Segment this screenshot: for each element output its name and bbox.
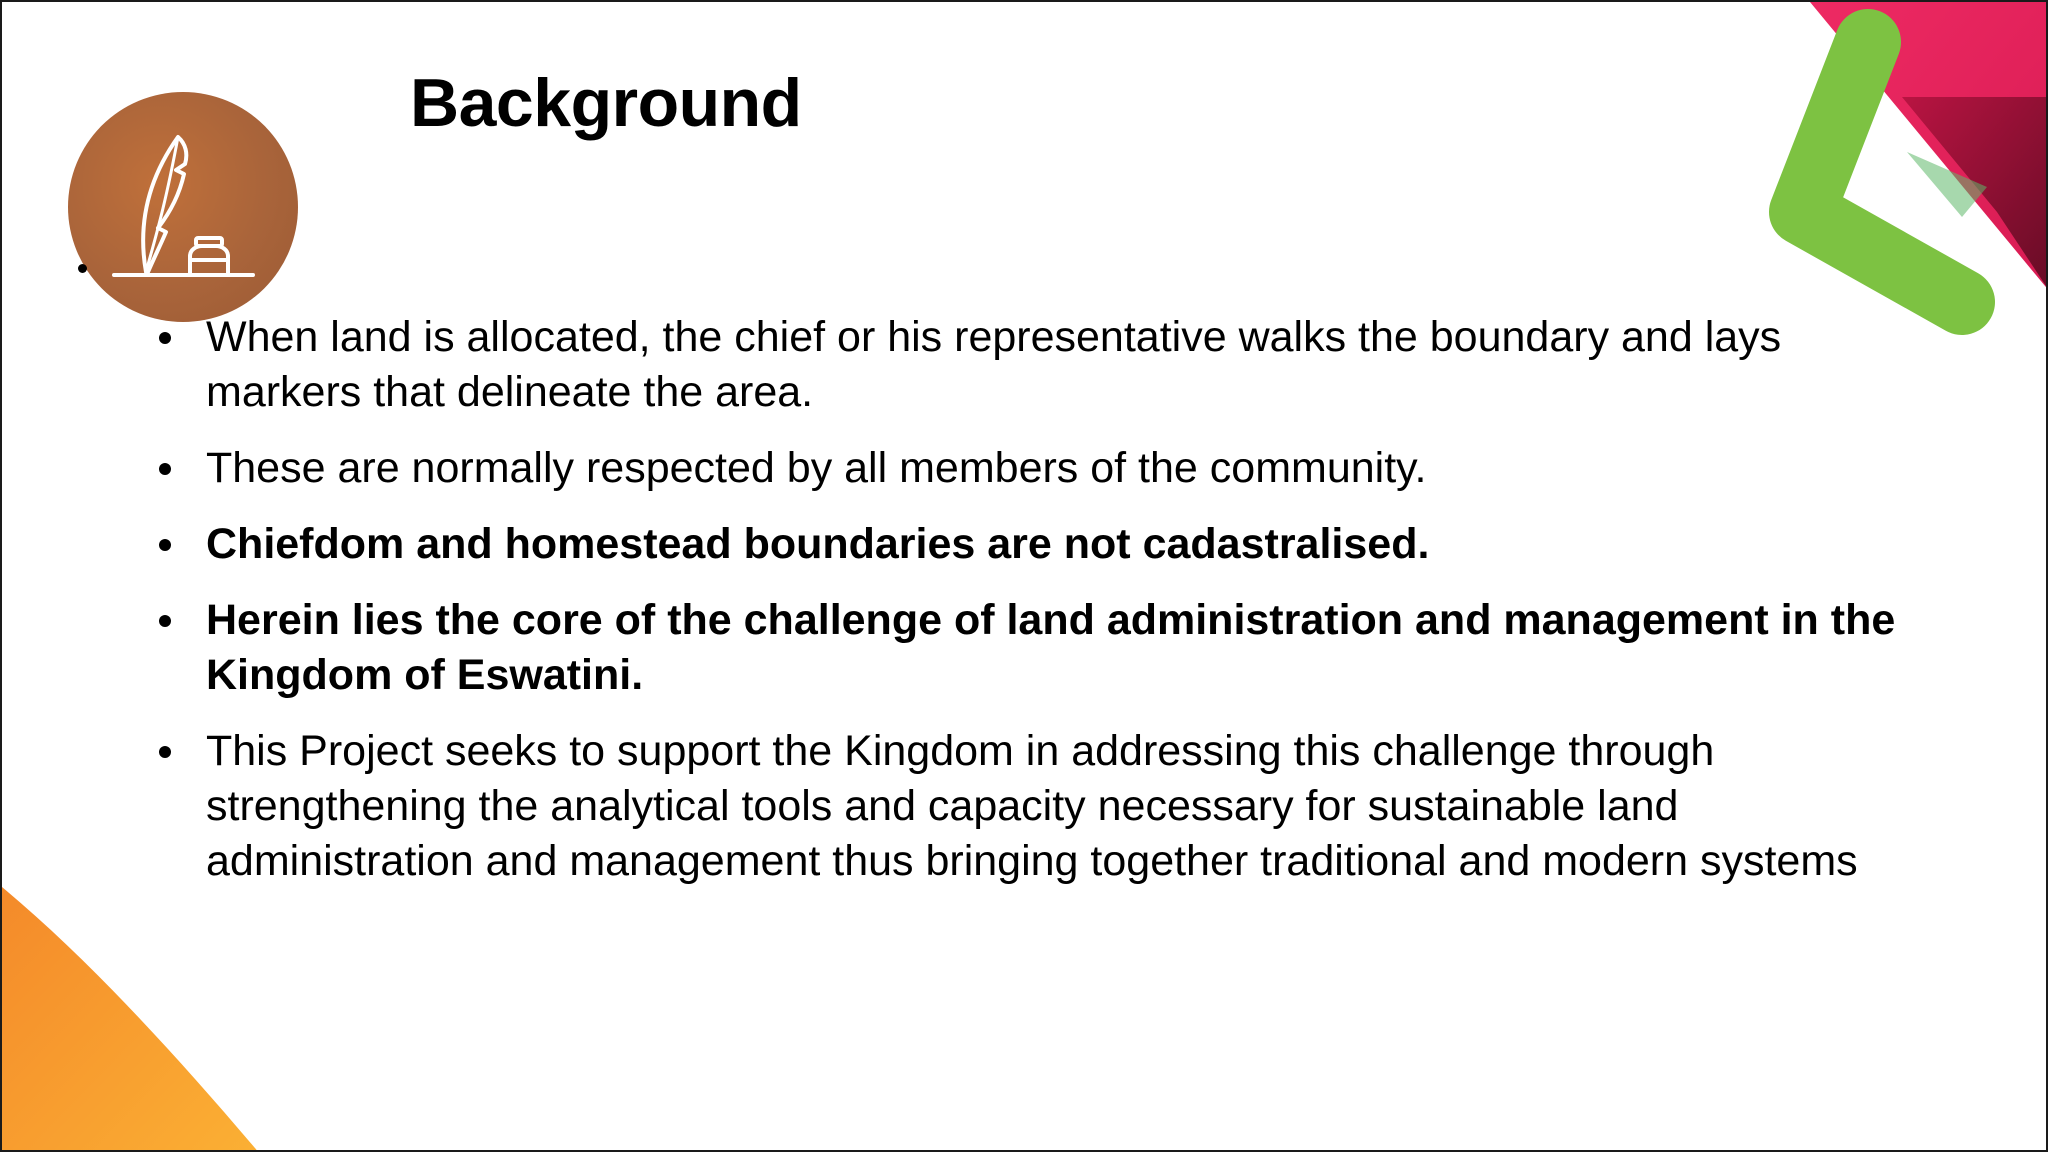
bullet-item bbox=[150, 310, 1910, 420]
bullet-dot bbox=[159, 539, 171, 551]
bullet-list bbox=[150, 310, 1910, 910]
bullet-item bbox=[150, 724, 1910, 889]
bullet-text: When land is allocated, the chief or his representative walks the boundary and lays markers that delineate the area. bbox=[206, 313, 1782, 416]
bullet-text: Herein lies the core of the challenge of land administration and management in the Kingdom of Eswatini. bbox=[206, 596, 1896, 699]
bullet-dot bbox=[159, 615, 171, 627]
quill-and-inkwell-icon bbox=[68, 92, 298, 322]
empty-bullet bbox=[78, 264, 87, 273]
slide-title: Background bbox=[410, 65, 802, 141]
bullet-dot bbox=[159, 746, 171, 758]
bullet-dot bbox=[159, 332, 171, 344]
bullet-text: Chiefdom and homestead boundaries are not cadastralised. bbox=[206, 520, 1430, 568]
bullet-item bbox=[150, 593, 1910, 703]
orange-corner-shape bbox=[2, 887, 260, 1152]
bullet-item bbox=[150, 517, 1910, 572]
bullet-text: These are normally respected by all members of the community. bbox=[206, 444, 1427, 492]
bullet-text: This Project seeks to support the Kingdom in addressing this challenge through strengthening the analytical tools and capacity necessary for sustainable land administration and management thus bringing together traditional and modern systems bbox=[206, 727, 1858, 885]
quill-inkwell-badge bbox=[68, 92, 298, 322]
bullet-item bbox=[150, 441, 1910, 496]
bullet-dot bbox=[159, 463, 171, 475]
